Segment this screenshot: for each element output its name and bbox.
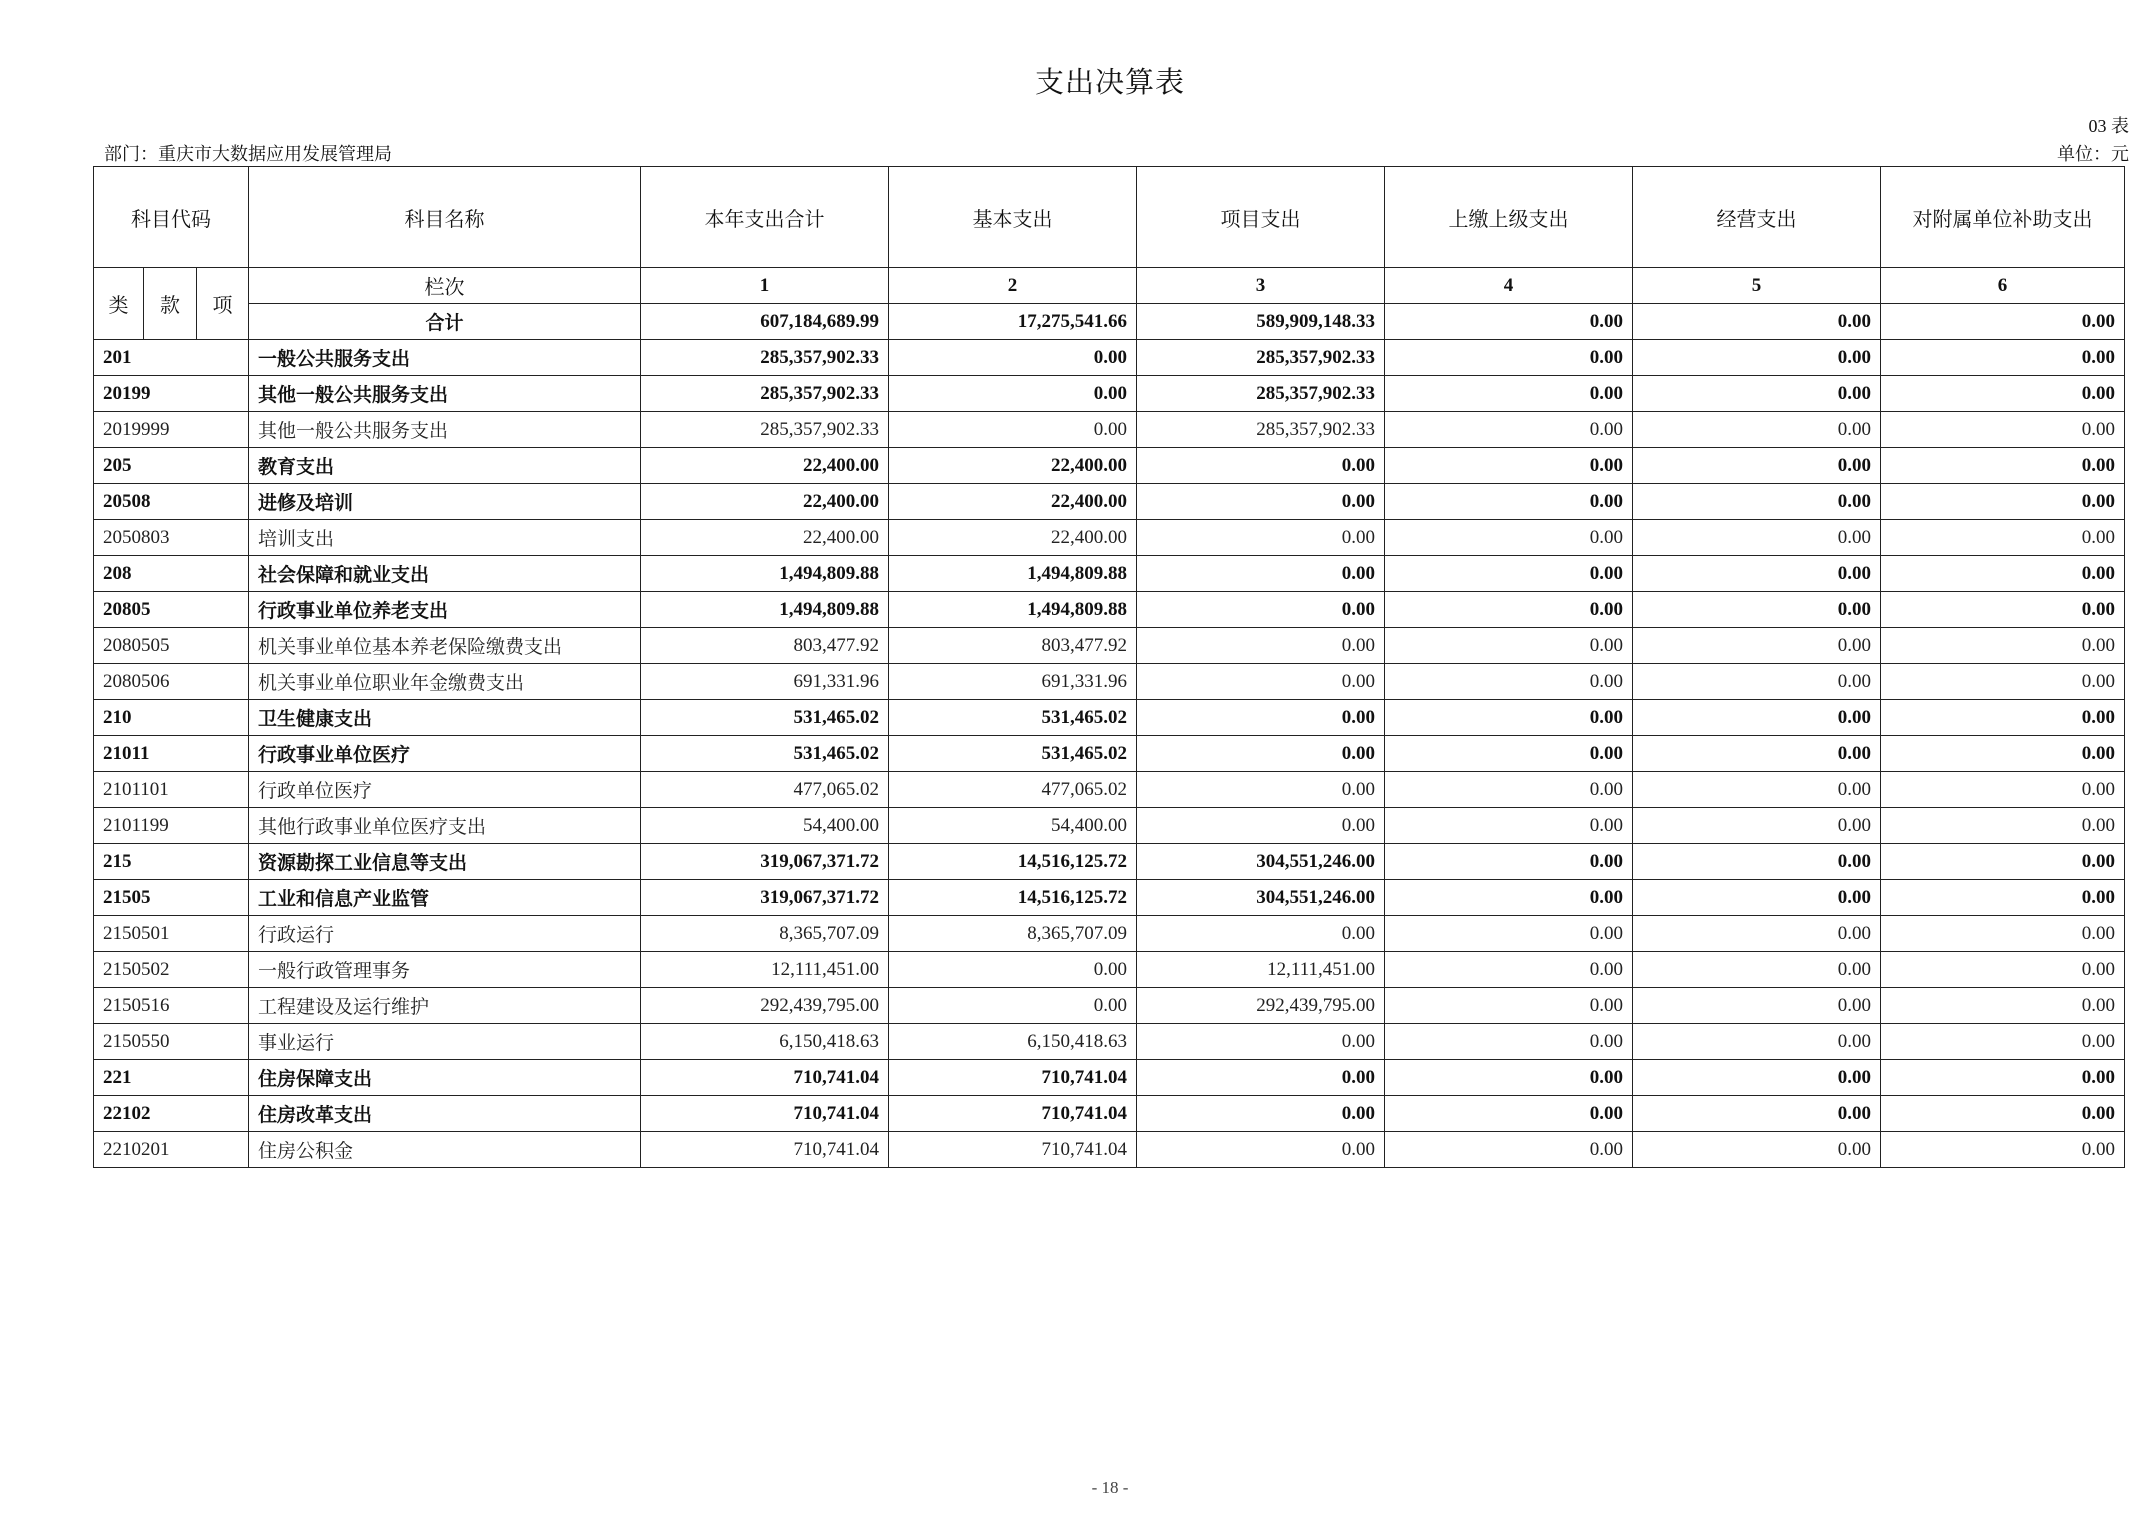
table-row: [94, 412, 2125, 448]
row-name: 其他行政事业单位医疗支出: [249, 808, 641, 844]
row-value-c3: 0.00: [1137, 1096, 1385, 1132]
row-value-c5: 0.00: [1633, 520, 1881, 556]
row-value-c2: 710,741.04: [889, 1060, 1137, 1096]
table-number: 03 表: [2088, 116, 2129, 136]
row-name: 住房保障支出: [249, 1060, 641, 1096]
table-row: [94, 808, 2125, 844]
row-value-c6: 0.00: [1881, 1132, 2125, 1168]
row-value-c3: 285,357,902.33: [1137, 412, 1385, 448]
row-value-c2: 1,494,809.88: [889, 592, 1137, 628]
total-label: 合计: [249, 304, 641, 340]
row-value-c4: 0.00: [1385, 880, 1633, 916]
row-value-c2: 691,331.96: [889, 664, 1137, 700]
row-value-c5: 0.00: [1633, 592, 1881, 628]
row-value-c5: 0.00: [1633, 448, 1881, 484]
table-row: [94, 700, 2125, 736]
table-row: [94, 628, 2125, 664]
row-value-c1: 285,357,902.33: [641, 376, 889, 412]
total-c1: 607,184,689.99: [641, 304, 889, 340]
row-name: 行政事业单位养老支出: [249, 592, 641, 628]
row-name: 卫生健康支出: [249, 700, 641, 736]
row-value-c4: 0.00: [1385, 412, 1633, 448]
table-row: [94, 664, 2125, 700]
total-c2: 17,275,541.66: [889, 304, 1137, 340]
row-name: 机关事业单位基本养老保险缴费支出: [249, 628, 641, 664]
row-value-c5: 0.00: [1633, 988, 1881, 1024]
row-value-c5: 0.00: [1633, 664, 1881, 700]
row-value-c1: 710,741.04: [641, 1132, 889, 1168]
row-code: 2050803: [94, 520, 249, 556]
row-value-c2: 54,400.00: [889, 808, 1137, 844]
row-value-c3: 0.00: [1137, 520, 1385, 556]
row-value-c3: 0.00: [1137, 1132, 1385, 1168]
row-code: 210: [94, 700, 249, 736]
row-value-c2: 6,150,418.63: [889, 1024, 1137, 1060]
row-value-c3: 0.00: [1137, 736, 1385, 772]
row-code: 221: [94, 1060, 249, 1096]
row-value-c5: 0.00: [1633, 952, 1881, 988]
row-value-c4: 0.00: [1385, 1096, 1633, 1132]
row-value-c1: 1,494,809.88: [641, 556, 889, 592]
row-value-c5: 0.00: [1633, 340, 1881, 376]
row-name: 一般公共服务支出: [249, 340, 641, 376]
row-code: 20805: [94, 592, 249, 628]
row-value-c6: 0.00: [1881, 376, 2125, 412]
row-value-c1: 8,365,707.09: [641, 916, 889, 952]
department-label: 部门：重庆市大数据应用发展管理局: [104, 144, 392, 164]
row-name: 其他一般公共服务支出: [249, 376, 641, 412]
row-value-c3: 285,357,902.33: [1137, 376, 1385, 412]
row-code: 208: [94, 556, 249, 592]
row-name: 机关事业单位职业年金缴费支出: [249, 664, 641, 700]
row-value-c4: 0.00: [1385, 700, 1633, 736]
row-value-c3: 0.00: [1137, 448, 1385, 484]
row-value-c2: 531,465.02: [889, 736, 1137, 772]
row-value-c6: 0.00: [1881, 736, 2125, 772]
row-value-c3: 285,357,902.33: [1137, 340, 1385, 376]
table-row: [94, 916, 2125, 952]
column-number-3: 3: [1137, 268, 1385, 304]
column-number-4: 4: [1385, 268, 1633, 304]
row-value-c4: 0.00: [1385, 484, 1633, 520]
row-code: 2150516: [94, 988, 249, 1024]
total-c5: 0.00: [1633, 304, 1881, 340]
row-value-c1: 803,477.92: [641, 628, 889, 664]
row-name: 行政单位医疗: [249, 772, 641, 808]
row-value-c6: 0.00: [1881, 448, 2125, 484]
row-value-c2: 0.00: [889, 340, 1137, 376]
row-value-c6: 0.00: [1881, 880, 2125, 916]
row-value-c1: 285,357,902.33: [641, 340, 889, 376]
total-c6: 0.00: [1881, 304, 2125, 340]
row-value-c2: 803,477.92: [889, 628, 1137, 664]
table-row: [94, 520, 2125, 556]
row-value-c1: 531,465.02: [641, 700, 889, 736]
row-value-c3: 0.00: [1137, 628, 1385, 664]
row-name: 事业运行: [249, 1024, 641, 1060]
row-value-c4: 0.00: [1385, 520, 1633, 556]
row-code: 21505: [94, 880, 249, 916]
row-value-c1: 1,494,809.88: [641, 592, 889, 628]
row-code: 2019999: [94, 412, 249, 448]
row-value-c1: 319,067,371.72: [641, 844, 889, 880]
row-name: 教育支出: [249, 448, 641, 484]
header-name: 科目名称: [249, 167, 641, 268]
row-value-c3: 0.00: [1137, 592, 1385, 628]
column-number-2: 2: [889, 268, 1137, 304]
row-name: 工业和信息产业监管: [249, 880, 641, 916]
row-value-c1: 319,067,371.72: [641, 880, 889, 916]
row-name: 住房改革支出: [249, 1096, 641, 1132]
row-value-c4: 0.00: [1385, 952, 1633, 988]
table-row: [94, 1060, 2125, 1096]
header-kuan: 款: [144, 268, 197, 340]
row-code: 215: [94, 844, 249, 880]
row-value-c4: 0.00: [1385, 592, 1633, 628]
row-value-c5: 0.00: [1633, 700, 1881, 736]
total-c4: 0.00: [1385, 304, 1633, 340]
row-value-c1: 477,065.02: [641, 772, 889, 808]
row-value-c5: 0.00: [1633, 844, 1881, 880]
row-value-c5: 0.00: [1633, 736, 1881, 772]
table-row: [94, 880, 2125, 916]
row-value-c1: 22,400.00: [641, 520, 889, 556]
total-c3: 589,909,148.33: [1137, 304, 1385, 340]
table-row: [94, 340, 2125, 376]
row-value-c1: 285,357,902.33: [641, 412, 889, 448]
row-value-c6: 0.00: [1881, 556, 2125, 592]
row-value-c3: 0.00: [1137, 916, 1385, 952]
row-value-c5: 0.00: [1633, 1132, 1881, 1168]
row-value-c1: 710,741.04: [641, 1096, 889, 1132]
row-code: 201: [94, 340, 249, 376]
row-value-c1: 531,465.02: [641, 736, 889, 772]
table-row: [94, 988, 2125, 1024]
row-value-c4: 0.00: [1385, 376, 1633, 412]
row-value-c2: 1,494,809.88: [889, 556, 1137, 592]
row-value-c4: 0.00: [1385, 772, 1633, 808]
page-title: 支出决算表: [1034, 65, 1185, 99]
row-value-c5: 0.00: [1633, 484, 1881, 520]
row-value-c6: 0.00: [1881, 592, 2125, 628]
column-number-6: 6: [1881, 268, 2125, 304]
row-value-c4: 0.00: [1385, 844, 1633, 880]
row-value-c5: 0.00: [1633, 376, 1881, 412]
row-value-c6: 0.00: [1881, 844, 2125, 880]
row-value-c6: 0.00: [1881, 340, 2125, 376]
row-value-c3: 0.00: [1137, 808, 1385, 844]
row-value-c3: 0.00: [1137, 484, 1385, 520]
table-row: [94, 1132, 2125, 1168]
row-value-c6: 0.00: [1881, 808, 2125, 844]
row-value-c2: 0.00: [889, 376, 1137, 412]
row-value-c5: 0.00: [1633, 808, 1881, 844]
row-value-c2: 14,516,125.72: [889, 844, 1137, 880]
row-value-c2: 0.00: [889, 988, 1137, 1024]
row-value-c4: 0.00: [1385, 1024, 1633, 1060]
table-body: [94, 340, 2125, 1168]
row-value-c4: 0.00: [1385, 1132, 1633, 1168]
row-value-c2: 8,365,707.09: [889, 916, 1137, 952]
row-value-c3: 12,111,451.00: [1137, 952, 1385, 988]
row-value-c4: 0.00: [1385, 448, 1633, 484]
row-value-c5: 0.00: [1633, 1096, 1881, 1132]
row-value-c2: 477,065.02: [889, 772, 1137, 808]
row-name: 培训支出: [249, 520, 641, 556]
row-name: 资源勘探工业信息等支出: [249, 844, 641, 880]
header-subsidiary-subsidy: 对附属单位补助支出: [1881, 167, 2125, 268]
row-name: 其他一般公共服务支出: [249, 412, 641, 448]
row-value-c5: 0.00: [1633, 1060, 1881, 1096]
row-value-c1: 54,400.00: [641, 808, 889, 844]
row-value-c5: 0.00: [1633, 1024, 1881, 1060]
table-row: [94, 952, 2125, 988]
row-code: 2150502: [94, 952, 249, 988]
row-value-c4: 0.00: [1385, 736, 1633, 772]
row-value-c1: 12,111,451.00: [641, 952, 889, 988]
row-value-c3: 292,439,795.00: [1137, 988, 1385, 1024]
page-number: - 18 -: [1091, 1478, 1129, 1497]
row-code: 2150550: [94, 1024, 249, 1060]
row-value-c4: 0.00: [1385, 1060, 1633, 1096]
unit-label: 单位：元: [2057, 144, 2129, 164]
row-name: 进修及培训: [249, 484, 641, 520]
header-basic-expenditure: 基本支出: [889, 167, 1137, 268]
header-lanci: 栏次: [249, 268, 641, 304]
row-value-c4: 0.00: [1385, 808, 1633, 844]
row-value-c6: 0.00: [1881, 664, 2125, 700]
row-value-c6: 0.00: [1881, 520, 2125, 556]
row-value-c6: 0.00: [1881, 484, 2125, 520]
row-value-c6: 0.00: [1881, 700, 2125, 736]
row-value-c2: 0.00: [889, 952, 1137, 988]
row-code: 20199: [94, 376, 249, 412]
row-value-c2: 22,400.00: [889, 484, 1137, 520]
row-value-c3: 304,551,246.00: [1137, 844, 1385, 880]
row-value-c3: 0.00: [1137, 1060, 1385, 1096]
row-value-c1: 710,741.04: [641, 1060, 889, 1096]
row-value-c6: 0.00: [1881, 1060, 2125, 1096]
header-xiang: 项: [197, 268, 249, 340]
row-code: 22102: [94, 1096, 249, 1132]
table-row: [94, 772, 2125, 808]
table-row: [94, 736, 2125, 772]
row-value-c1: 6,150,418.63: [641, 1024, 889, 1060]
row-code: 21011: [94, 736, 249, 772]
row-value-c6: 0.00: [1881, 988, 2125, 1024]
row-value-c2: 531,465.02: [889, 700, 1137, 736]
header-lei: 类: [94, 268, 144, 340]
row-value-c1: 691,331.96: [641, 664, 889, 700]
row-value-c6: 0.00: [1881, 412, 2125, 448]
column-number-1: 1: [641, 268, 889, 304]
row-code: 20508: [94, 484, 249, 520]
table-row: [94, 376, 2125, 412]
row-value-c4: 0.00: [1385, 628, 1633, 664]
row-value-c3: 0.00: [1137, 556, 1385, 592]
row-value-c2: 22,400.00: [889, 520, 1137, 556]
row-value-c4: 0.00: [1385, 556, 1633, 592]
row-value-c6: 0.00: [1881, 1096, 2125, 1132]
row-value-c1: 292,439,795.00: [641, 988, 889, 1024]
row-value-c1: 22,400.00: [641, 448, 889, 484]
table-row: [94, 556, 2125, 592]
row-value-c2: 22,400.00: [889, 448, 1137, 484]
row-value-c3: 304,551,246.00: [1137, 880, 1385, 916]
header-total-expenditure: 本年支出合计: [641, 167, 889, 268]
row-name: 行政事业单位医疗: [249, 736, 641, 772]
row-code: 2101101: [94, 772, 249, 808]
row-value-c2: 710,741.04: [889, 1096, 1137, 1132]
row-value-c2: 0.00: [889, 412, 1137, 448]
row-value-c5: 0.00: [1633, 628, 1881, 664]
row-value-c3: 0.00: [1137, 772, 1385, 808]
row-name: 住房公积金: [249, 1132, 641, 1168]
row-code: 2150501: [94, 916, 249, 952]
row-value-c1: 22,400.00: [641, 484, 889, 520]
table-row: [94, 844, 2125, 880]
row-name: 一般行政管理事务: [249, 952, 641, 988]
row-value-c5: 0.00: [1633, 412, 1881, 448]
row-value-c5: 0.00: [1633, 556, 1881, 592]
expenditure-table: [93, 166, 2125, 1168]
row-value-c6: 0.00: [1881, 772, 2125, 808]
row-code: 2080506: [94, 664, 249, 700]
row-value-c4: 0.00: [1385, 916, 1633, 952]
row-value-c3: 0.00: [1137, 1024, 1385, 1060]
row-name: 社会保障和就业支出: [249, 556, 641, 592]
row-value-c4: 0.00: [1385, 664, 1633, 700]
row-value-c5: 0.00: [1633, 916, 1881, 952]
row-value-c3: 0.00: [1137, 700, 1385, 736]
row-value-c2: 14,516,125.72: [889, 880, 1137, 916]
row-value-c5: 0.00: [1633, 772, 1881, 808]
row-value-c6: 0.00: [1881, 628, 2125, 664]
row-value-c4: 0.00: [1385, 340, 1633, 376]
row-value-c4: 0.00: [1385, 988, 1633, 1024]
total-row: [94, 304, 2125, 340]
row-code: 2210201: [94, 1132, 249, 1168]
header-upper-level-expenditure: 上缴上级支出: [1385, 167, 1633, 268]
header-code: 科目代码: [94, 167, 249, 268]
row-code: 205: [94, 448, 249, 484]
table-row: [94, 448, 2125, 484]
row-code: 2101199: [94, 808, 249, 844]
header-operating-expenditure: 经营支出: [1633, 167, 1881, 268]
row-code: 2080505: [94, 628, 249, 664]
row-name: 工程建设及运行维护: [249, 988, 641, 1024]
table-row: [94, 592, 2125, 628]
table-row: [94, 1096, 2125, 1132]
header-project-expenditure: 项目支出: [1137, 167, 1385, 268]
row-value-c6: 0.00: [1881, 1024, 2125, 1060]
row-name: 行政运行: [249, 916, 641, 952]
column-number-5: 5: [1633, 268, 1881, 304]
row-value-c6: 0.00: [1881, 916, 2125, 952]
row-value-c2: 710,741.04: [889, 1132, 1137, 1168]
row-value-c3: 0.00: [1137, 664, 1385, 700]
row-value-c5: 0.00: [1633, 880, 1881, 916]
row-value-c6: 0.00: [1881, 952, 2125, 988]
table-row: [94, 484, 2125, 520]
table-row: [94, 1024, 2125, 1060]
